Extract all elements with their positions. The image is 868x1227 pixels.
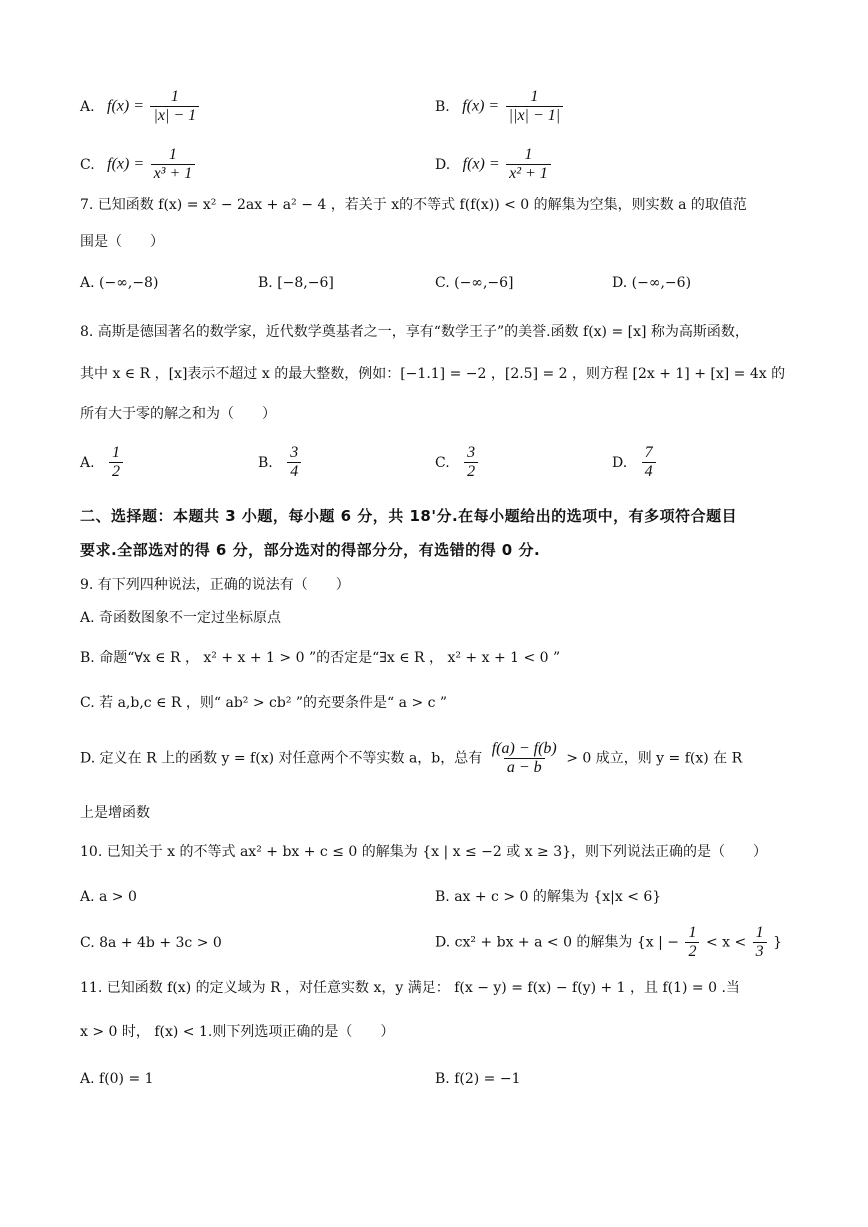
option-label: B.	[258, 454, 273, 471]
q7-stem-line1: 7. 已知函数 f(x) = x² − 2ax + a² − 4 ，若关于 x的不等式 f(f(x)) < 0 的解集为空集，则实数 a 的取值范	[80, 197, 747, 213]
fraction-denominator: 2	[685, 942, 699, 961]
q11-option-b: B. f(2) = −1	[435, 1071, 521, 1087]
q10-option-c: C. 8a + 4b + 3c > 0	[80, 935, 222, 951]
fraction-denominator: 4	[287, 462, 301, 481]
fraction-denominator: x³ + 1	[151, 164, 196, 183]
fraction	[642, 444, 656, 481]
fraction-numerator: 7	[644, 444, 653, 461]
q10-stem: 10. 已知关于 x 的不等式 ax² + bx + c ≤ 0 的解集为 {x | x ≤ −2 或 x ≥ 3}，则下列说法正确的是（ ）	[80, 844, 768, 860]
q10-option-d-pre: D. cx² + bx + a < 0 的解集为 {x | −	[435, 934, 680, 951]
q9-option-d	[80, 740, 742, 777]
q9-stem: 9. 有下列四种说法，正确的说法有（ ）	[80, 577, 350, 593]
q11-option-a: A. f(0) = 1	[80, 1071, 154, 1087]
option-label: B.	[435, 98, 450, 115]
option-label: C.	[80, 156, 95, 173]
fraction-numerator: 1	[688, 924, 697, 941]
fraction	[685, 924, 699, 961]
fraction-numerator: 1	[524, 146, 533, 163]
q10-option-d	[435, 924, 782, 961]
q6-option-d	[435, 146, 553, 183]
q9-option-a: A. 奇函数图象不一定过坐标原点	[80, 610, 282, 626]
fraction-numerator: 1	[168, 146, 177, 163]
fraction	[489, 740, 560, 777]
q10-option-b: B. ax + c > 0 的解集为 {x|x < 6}	[435, 889, 662, 905]
option-label: D.	[435, 156, 451, 173]
q8-option-d	[612, 444, 658, 481]
q8-option-b	[258, 444, 303, 481]
fraction-numerator: 3	[467, 444, 476, 461]
option-label: D.	[612, 454, 628, 471]
fraction	[506, 146, 551, 183]
q9-option-d-continued: 上是增函数	[80, 805, 150, 821]
fraction-numerator: 1	[755, 924, 764, 941]
q9-option-c: C. 若 a,b,c ∈ R ，则“ ab² > cb² ”的充要条件是“ a > c ”	[80, 695, 448, 711]
section-heading-line1: 二、选择题：本题共 3 小题，每小题 6 分，共 18'分.在每小题给出的选项中，有多项符合题目	[80, 507, 738, 525]
q6-option-a	[80, 88, 201, 125]
q6-option-b	[435, 88, 565, 125]
fraction-denominator: 4	[642, 462, 656, 481]
fraction-denominator: ||x| − 1|	[506, 106, 564, 125]
function-lhs: f(x) =	[107, 97, 145, 115]
fraction-numerator: 1	[112, 444, 121, 461]
q7-option-b: B. [−8,−6]	[258, 275, 334, 291]
fraction	[464, 444, 478, 481]
option-label: A.	[80, 454, 95, 471]
q10-option-a: A. a > 0	[80, 889, 137, 905]
fraction-denominator: 2	[109, 462, 123, 481]
q11-stem-line2: x > 0 时， f(x) < 1.则下列选项正确的是（ ）	[80, 1024, 395, 1040]
q11-stem-line1: 11. 已知函数 f(x) 的定义域为 R ，对任意实数 x，y 满足： f(x − y) = f(x) − f(y) + 1 ，且 f(1) = 0 .当	[80, 980, 740, 996]
q10-option-d-end: }	[773, 934, 783, 951]
option-label: C.	[435, 454, 450, 471]
fraction-numerator: 1	[170, 88, 179, 105]
function-lhs: f(x) =	[462, 155, 500, 173]
fraction	[151, 146, 196, 183]
fraction-denominator: x² + 1	[506, 164, 551, 183]
fraction-numerator: 1	[530, 88, 539, 105]
fraction	[109, 444, 123, 481]
q7-option-d: D. (−∞,−6)	[612, 275, 692, 291]
q9-option-d-pre: D. 定义在 R 上的函数 y = f(x) 对任意两个不等实数 a，b，总有	[80, 750, 483, 767]
q7-option-c: C. (−∞,−6]	[435, 275, 514, 291]
function-lhs: f(x) =	[107, 155, 145, 173]
function-lhs: f(x) =	[462, 97, 500, 115]
q8-stem-line3: 所有大于零的解之和为（ ）	[80, 406, 276, 422]
fraction-denominator: |x| − 1	[150, 106, 199, 125]
q8-stem-line2: 其中 x ∈ R ，[x]表示不超过 x 的最大整数，例如：[−1.1] = −2 ，[2.5] = 2 ，则方程 [2x + 1] + [x] = 4x 的	[80, 366, 786, 382]
q8-stem-line1: 8. 高斯是德国著名的数学家，近代数学奠基者之一，享有“数学王子”的美誉.函数 f(x) = [x] 称为高斯函数，	[80, 324, 749, 340]
section-heading-line2: 要求.全部选对的得 6 分，部分选对的得部分分，有选错的得 0 分.	[80, 541, 541, 559]
fraction	[753, 924, 767, 961]
fraction	[287, 444, 301, 481]
q7-option-a: A. (−∞,−8)	[80, 275, 159, 291]
q7-stem-line2: 围是（ ）	[80, 234, 164, 250]
q10-option-d-mid: < x <	[705, 934, 747, 951]
q9-option-b: B. 命题“∀x ∈ R ， x² + x + 1 > 0 ”的否定是“∃x ∈ R ， x² + x + 1 < 0 ”	[80, 650, 561, 666]
fraction-numerator: 3	[290, 444, 299, 461]
q8-option-a	[80, 444, 125, 481]
fraction-denominator: 3	[753, 942, 767, 961]
q6-option-c	[80, 146, 197, 183]
q9-option-d-post: > 0 成立，则 y = f(x) 在 R	[566, 750, 743, 767]
fraction-denominator: 2	[464, 462, 478, 481]
option-label: A.	[80, 98, 95, 115]
fraction-denominator: a − b	[504, 758, 545, 777]
q8-option-c	[435, 444, 480, 481]
fraction	[150, 88, 199, 125]
fraction-numerator: f(a) − f(b)	[491, 740, 557, 757]
fraction	[506, 88, 564, 125]
